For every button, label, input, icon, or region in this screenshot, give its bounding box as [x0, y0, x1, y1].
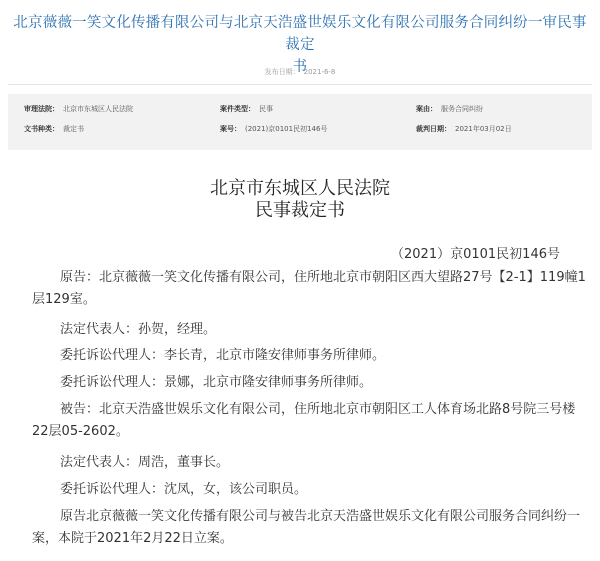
court-name: 北京市东城区人民法院 [210, 178, 390, 199]
publish-date-label: 发布日期： [264, 68, 300, 76]
court-field [24, 102, 133, 116]
document-title-line-2: 书 [292, 59, 308, 75]
paragraph-plaintiff-representative: 法定代表人：孙贺，经理。 [60, 322, 217, 337]
doc-type-label: 文书种类： [24, 125, 59, 133]
case-info-row [8, 122, 592, 136]
judge-date-label: 裁判日期： [416, 125, 451, 133]
paragraph-plaintiff-agent-2: 委托诉讼代理人：景娜，北京市隆安律师事务所律师。 [60, 375, 373, 390]
doc-type-value: 裁定书 [63, 125, 84, 133]
court-value: 北京市东城区人民法院 [63, 105, 133, 113]
paragraph-plaintiff: 原告：北京薇薇一笑文化传播有限公司，住所地北京市朝阳区西大望路27号【2-1】119幢1层129室。 [32, 270, 586, 307]
court-label: 审理法院： [24, 105, 59, 113]
case-no-field [220, 122, 327, 136]
divider [8, 84, 592, 85]
case-type-value: 民事 [259, 105, 273, 113]
judge-date-field [416, 122, 512, 136]
case-info-row [8, 102, 592, 116]
document-title-line-1: 北京薇薇一笑文化传播有限公司与北京天浩盛世娱乐文化有限公司服务合同纠纷一审民事裁定 [13, 15, 587, 53]
paragraph-plaintiff-agent-1: 委托诉讼代理人：李长青，北京市隆安律师事务所律师。 [60, 348, 386, 363]
cause-value: 服务合同纠纷 [441, 105, 483, 113]
case-number: （2021）京0101民初146号 [391, 247, 560, 262]
paragraph-case-filing: 原告北京薇薇一笑文化传播有限公司与被告北京天浩盛世娱乐文化有限公司服务合同纠纷一案，本院于2021年2月22日立案。 [32, 509, 581, 546]
case-no-label: 案号： [220, 125, 241, 133]
judge-date-value: 2021年03月02日 [455, 125, 512, 133]
publish-date [0, 67, 600, 77]
document-heading [0, 178, 600, 222]
document-type-heading: 民事裁定书 [255, 200, 345, 221]
paragraph-defendant: 被告：北京天浩盛世娱乐文化有限公司，住所地北京市朝阳区工人体育场北路8号院三号楼22层05-2602。 [32, 402, 576, 439]
case-info-panel [8, 94, 592, 150]
paragraph-defendant-representative: 法定代表人：周浩，董事长。 [60, 455, 230, 470]
doc-type-field [24, 122, 84, 136]
case-type-label: 案件类型： [220, 105, 255, 113]
paragraph-defendant-agent: 委托诉讼代理人：沈凤，女，该公司职员。 [60, 482, 308, 497]
publish-date-value: 2021-6-8 [303, 68, 336, 76]
cause-label: 案由： [416, 105, 437, 113]
case-no-value: (2021)京0101民初146号 [245, 125, 328, 133]
cause-field [416, 102, 483, 116]
case-type-field [220, 102, 273, 116]
